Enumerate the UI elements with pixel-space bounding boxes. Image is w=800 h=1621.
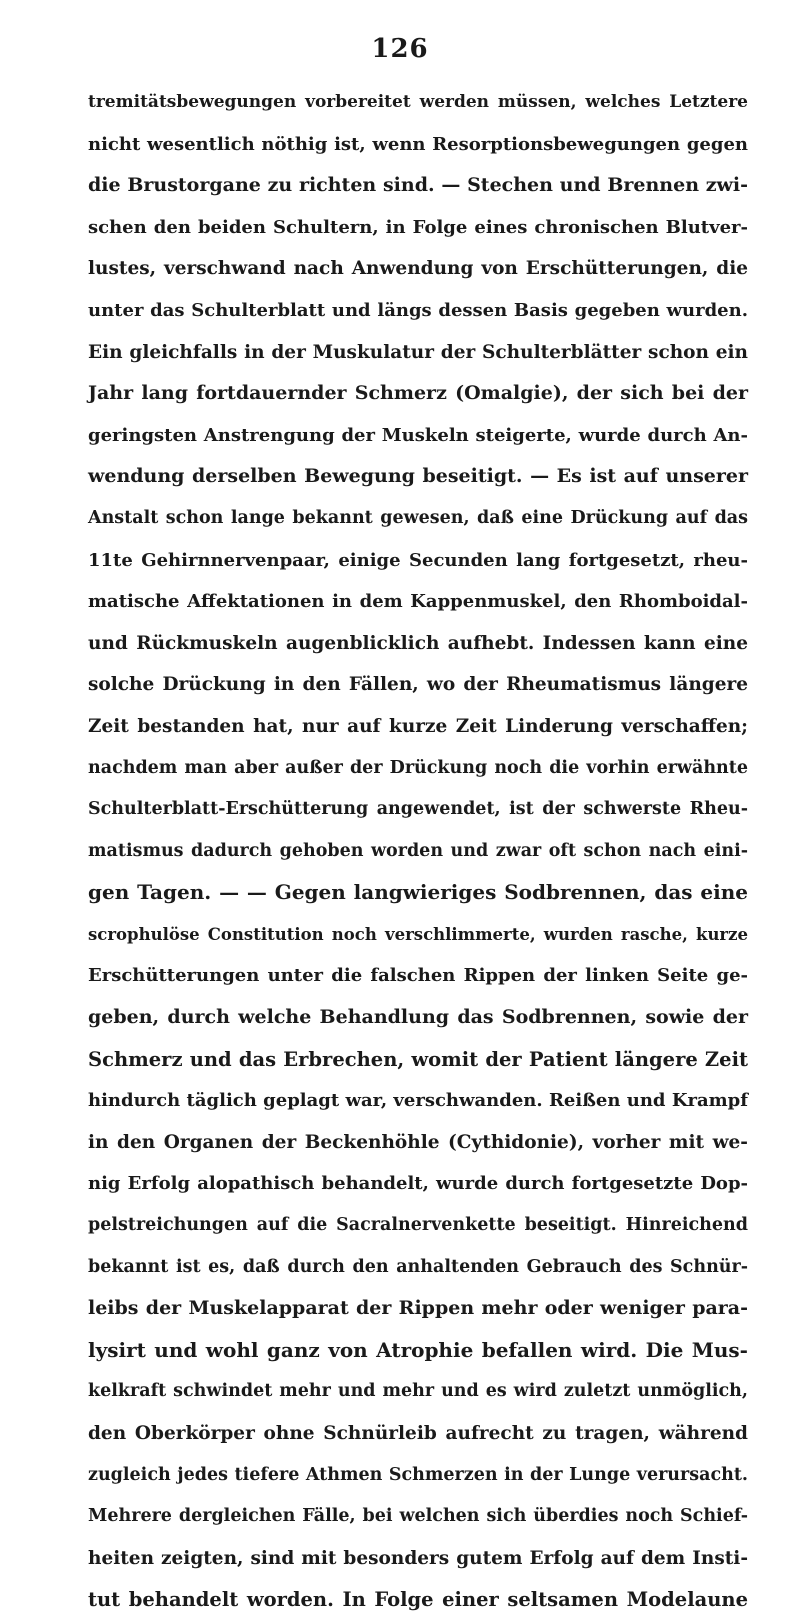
text-line: und Rückmuskeln augenblicklich aufhebt. Indessen kann eine — [88, 632, 748, 654]
text-line: geringsten Anstrengung der Muskeln steigerte, wurde durch An- — [88, 424, 748, 446]
text-line: Zeit bestanden hat, nur auf kurze Zeit Linderung verschaffen; — [88, 715, 748, 737]
text-line: nachdem man aber außer der Drückung noch die vorhin erwähnte — [88, 757, 748, 778]
text-line: zugleich jedes tiefere Athmen Schmerzen in der Lunge verursacht. — [88, 1464, 748, 1485]
text-line: Jahr lang fortdauernder Schmerz (Omalgie), der sich bei der — [88, 382, 748, 405]
text-line: tremitätsbewegungen vorbereitet werden müssen, welches Letztere — [88, 92, 748, 112]
text-line: nig Erfolg alopathisch behandelt, wurde durch fortgesetzte Dop- — [88, 1173, 748, 1195]
text-line: Schmerz und das Erbrechen, womit der Patient längere Zeit — [88, 1047, 748, 1071]
text-line: Ein gleichfalls in der Muskulatur der Schulterblätter schon ein — [88, 341, 748, 363]
text-line: unter das Schulterblatt und längs dessen Basis gegeben wurden. — [88, 299, 748, 321]
text-line: matismus dadurch gehoben worden und zwar oft schon nach eini- — [88, 840, 748, 861]
text-line: geben, durch welche Behandlung das Sodbrennen, sowie der — [88, 1006, 748, 1029]
text-line: Anstalt schon lange bekannt gewesen, daß eine Drückung auf das — [88, 507, 748, 528]
text-line: heiten zeigten, sind mit besonders gutem Erfolg auf dem Insti- — [88, 1547, 748, 1569]
text-line: matische Affektationen in dem Kappenmuskel, den Rhomboidal- — [88, 591, 748, 613]
text-line: wendung derselben Bewegung beseitigt. — Es ist auf unserer — [88, 465, 748, 488]
text-line: nicht wesentlich nöthig ist, wenn Resorptionsbewegungen gegen — [88, 133, 748, 155]
text-line: die Brustorgane zu richten sind. — Stechen und Brennen zwi- — [88, 174, 748, 197]
text-line: solche Drückung in den Fällen, wo der Rheumatismus längere — [88, 674, 748, 696]
text-line: in den Organen der Beckenhöhle (Cythidonie), vorher mit we- — [88, 1131, 748, 1153]
text-line: tut behandelt worden. In Folge einer seltsamen Modelaune — [88, 1588, 748, 1612]
page-number: 126 — [371, 34, 429, 64]
text-line: lysirt und wohl ganz von Atrophie befallen wird. Die Mus- — [88, 1337, 748, 1362]
text-line: Erschütterungen unter die falschen Rippen der linken Seite ge- — [88, 965, 748, 987]
text-line: lustes, verschwand nach Anwendung von Erschütterungen, die — [88, 258, 748, 280]
text-line: Schulterblatt-Erschütterung angewendet, ist der schwerste Rheu- — [88, 799, 748, 820]
text-line: pelstreichungen auf die Sacralnervenkette beseitigt. Hinreichend — [88, 1215, 748, 1236]
text-line: scrophulöse Constitution noch verschlimmerte, wurden rasche, kurze — [88, 924, 748, 944]
text-line: hindurch täglich geplagt war, verschwanden. Reißen und Krampf — [88, 1090, 748, 1112]
text-line: Mehrere dergleichen Fälle, bei welchen sich überdies noch Schief- — [88, 1506, 748, 1527]
text-line: bekannt ist es, daß durch den anhaltenden Gebrauch des Schnür- — [88, 1256, 748, 1277]
text-line: 11te Gehirnnervenpaar, einige Secunden lang fortgesetzt, rheu- — [88, 549, 748, 571]
text-line: den Oberkörper ohne Schnürleib aufrecht zu tragen, während — [88, 1423, 748, 1444]
body-text — [88, 82, 748, 1621]
text-line: leibs der Muskelapparat der Rippen mehr oder weniger para- — [88, 1297, 748, 1320]
text-line: schen den beiden Schultern, in Folge eines chronischen Blutver- — [88, 216, 748, 238]
text-line: gen Tagen. — — Gegen langwieriges Sodbrennen, das eine — [88, 880, 748, 905]
text-line: kelkraft schwindet mehr und mehr und es wird zuletzt unmöglich, — [88, 1381, 748, 1402]
